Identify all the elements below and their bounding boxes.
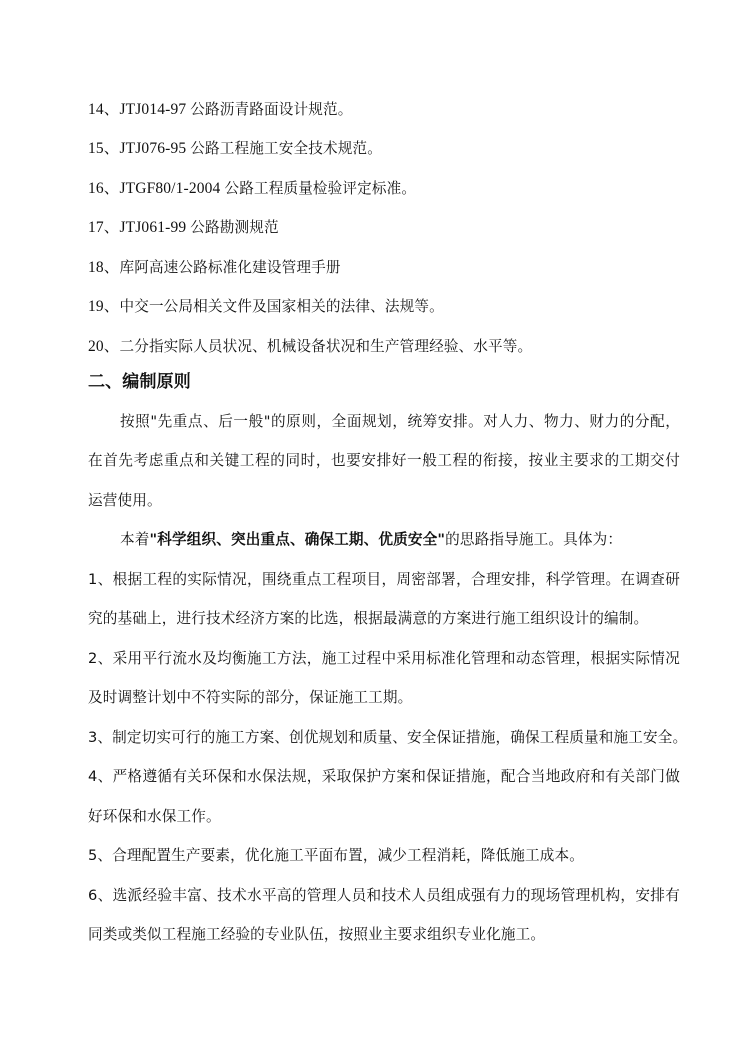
guide-paragraph <box>120 530 622 550</box>
guide-prefix: 本着 <box>120 531 150 548</box>
reference-title: 中交一公局相关文件及国家相关的法律、法规等。 <box>119 298 444 315</box>
reference-item-16 <box>88 179 416 199</box>
intro-line-2: 在首先考虑重点和关键工程的同时，也要安排好一般工程的衔接，按业主要求的工期交付 <box>88 452 680 469</box>
reference-number: 19、 <box>88 298 120 315</box>
guide-emphasis: "科学组织、突出重点、确保工期、优质安全" <box>149 531 446 548</box>
reference-item-19 <box>88 297 444 317</box>
principle-item-6-line-1: 6、选派经验丰富、技术水平高的管理人员和技术人员组成强有力的现场管理机构，安排有 <box>88 887 680 904</box>
guide-suffix: 的思路指导施工。具体为： <box>445 531 623 548</box>
principle-item-5-line-1: 5、合理配置生产要素，优化施工平面布置，减少工程消耗，降低施工成本。 <box>88 847 584 864</box>
reference-title: 二分指实际人员状况、机械设备状况和生产管理经验、水平等。 <box>119 338 533 355</box>
principle-item-1-line-2: 究的基础上，进行技术经济方案的比选，根据最满意的方案进行施工组织设计的编制。 <box>88 610 649 627</box>
principle-item-4-line-2: 好环保和水保工作。 <box>88 808 221 825</box>
principle-item-2-line-2: 及时调整计划中不符实际的部分，保证施工工期。 <box>88 689 413 706</box>
reference-item-14 <box>88 100 352 120</box>
principle-item-3-line-1: 3、制定切实可行的施工方案、创优规划和质量、安全保证措施，确保工程质量和施工安全。 <box>88 729 688 746</box>
intro-line-1: 按照"先重点、后一般"的原则，全面规划，统筹安排。对人力、物力、财力的分配， <box>120 413 680 430</box>
reference-number: 20、 <box>88 338 120 355</box>
reference-title: 公路勘测规范 <box>190 219 279 236</box>
reference-item-20 <box>88 337 532 357</box>
section-heading: 二、编制原则 <box>88 372 191 392</box>
reference-code: JTJ014-97 <box>119 101 191 118</box>
reference-number: 15、 <box>88 140 120 157</box>
reference-title: 库阿高速公路标准化建设管理手册 <box>119 259 341 276</box>
principle-item-4-line-1: 4、严格遵循有关环保和水保法规，采取保护方案和保证措施，配合当地政府和有关部门做 <box>88 768 680 785</box>
reference-item-17 <box>88 218 279 238</box>
intro-line-3: 运营使用。 <box>88 492 162 509</box>
principle-item-2-line-1: 2、采用平行流水及均衡施工方法，施工过程中采用标准化管理和动态管理，根据实际情况 <box>88 650 680 667</box>
reference-number: 16、 <box>88 180 120 197</box>
reference-title: 公路工程质量检验评定标准。 <box>224 180 417 197</box>
reference-code: JTJ061-99 <box>119 219 191 236</box>
reference-item-18 <box>88 258 341 278</box>
principle-item-1-line-1: 1、根据工程的实际情况，围绕重点工程项目，周密部署，合理安排，科学管理。在调查研 <box>88 571 680 588</box>
reference-number: 18、 <box>88 259 120 276</box>
reference-title: 公路沥青路面设计规范。 <box>190 101 353 118</box>
reference-item-15 <box>88 139 382 159</box>
reference-code: JTJ076-95 <box>119 140 191 157</box>
reference-title: 公路工程施工安全技术规范。 <box>190 140 382 157</box>
reference-number: 14、 <box>88 101 120 118</box>
principle-item-6-line-2: 同类或类似工程施工经验的专业队伍，按照业主要求组织专业化施工。 <box>88 926 546 943</box>
reference-number: 17、 <box>88 219 120 236</box>
reference-code: JTGF80/1-2004 <box>119 180 225 197</box>
